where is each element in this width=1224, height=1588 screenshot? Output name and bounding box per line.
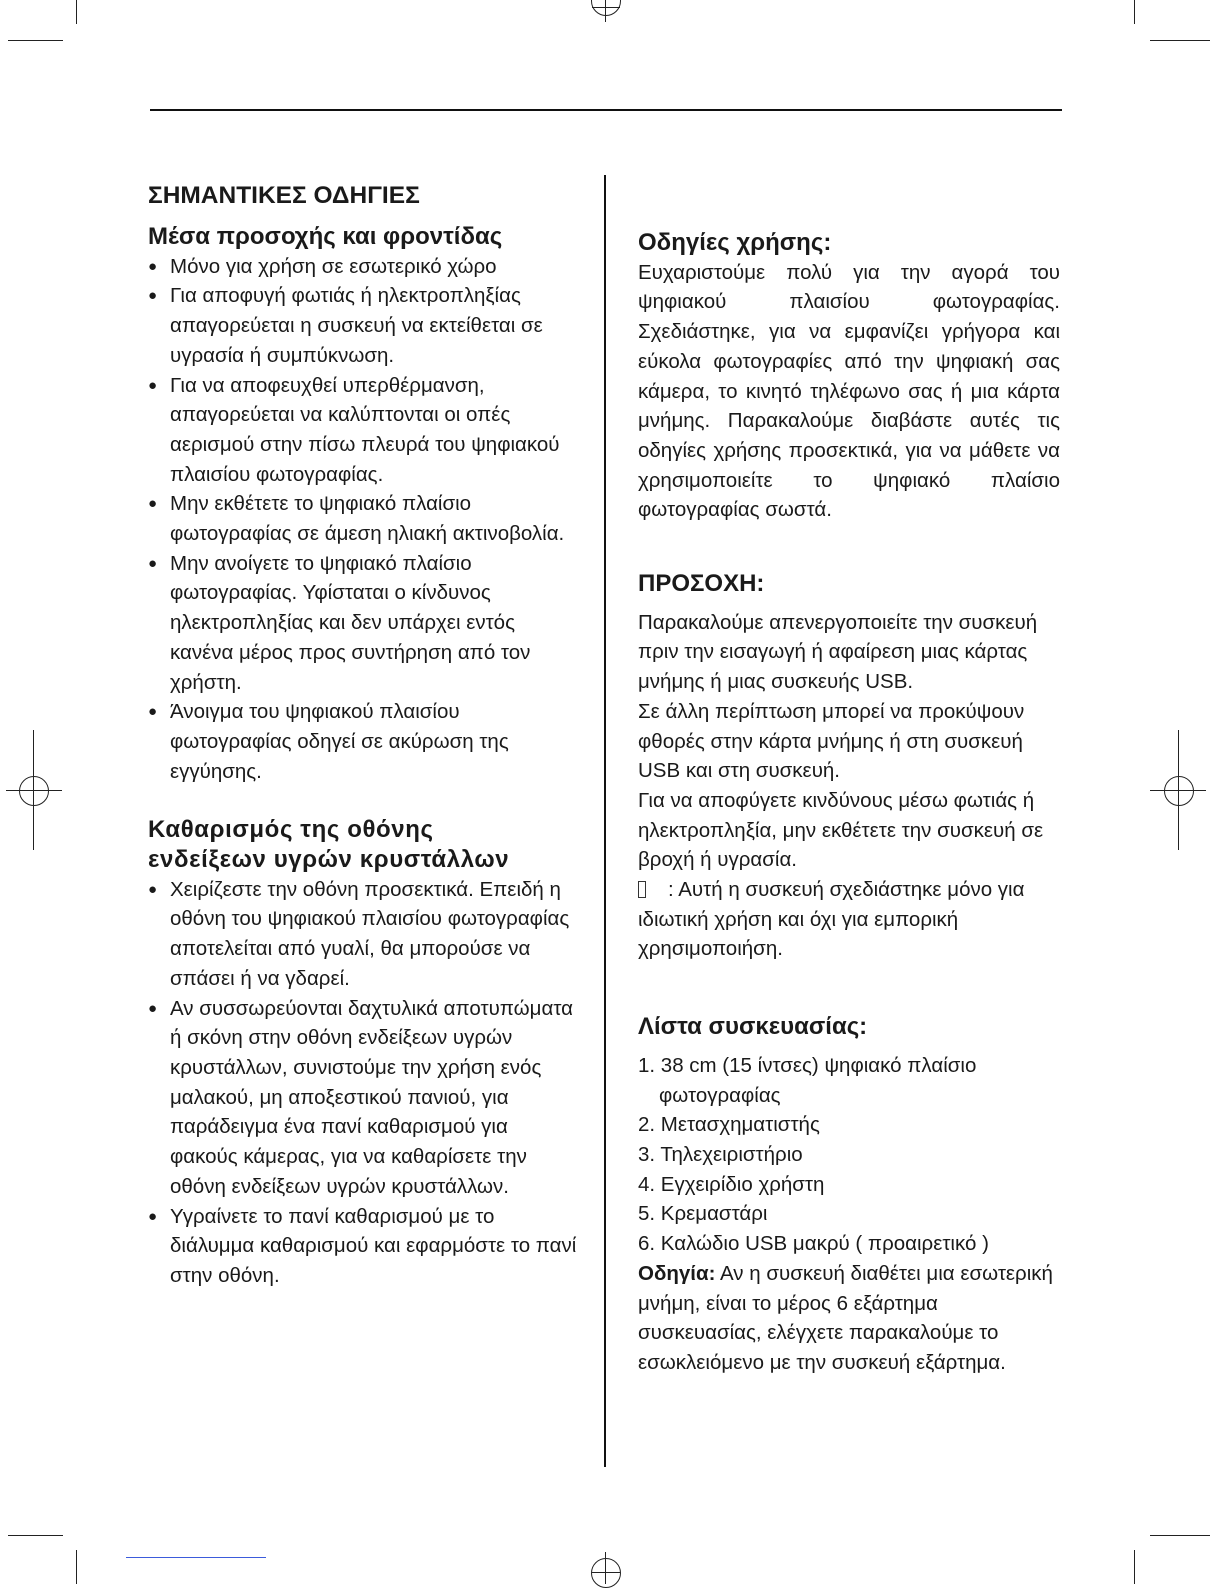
list-item: ● Άνοιγμα του ψηφιακού πλαισίου φωτογραφίας οδηγεί σε ακύρωση της εγγύησης.: [148, 697, 580, 786]
list-item: ● Μην εκθέτετε το ψηφιακό πλαίσιο φωτογραφίας σε άμεση ηλιακή ακτινοβολία.: [148, 489, 580, 548]
header-rule: [150, 109, 1062, 111]
list-item: ● Για αποφυγή φωτιάς ή ηλεκτροπληξίας απαγορεύεται η συσκευή να εκτείθεται σε υγρασία ή συμπύκνωση.: [148, 281, 580, 370]
placeholder-glyph-icon: [638, 881, 646, 898]
left-column: [148, 180, 580, 1291]
list-item: 5. Κρεμαστάρι: [638, 1202, 768, 1226]
caution-paragraph-3: Για να αποφύγετε κινδύνους μέσω φωτιάς ή ηλεκτροπληξία, μην εκθέτετε την συσκευή σε βροχή ή υγρασία.: [638, 788, 1044, 872]
packing-note-label: Οδηγία:: [638, 1261, 716, 1285]
cleaning-section-heading: [148, 815, 580, 874]
list-item: ● Για να αποφευχθεί υπερθέρμανση, απαγορεύεται να καλύπτονται οι οπές αερισμού στην πίσω πλευρά του ψηφιακού πλαισίου φωτογραφίας.: [148, 371, 580, 490]
list-item: 1. 38 cm (15 ίντσες) ψηφιακό πλαίσιο φωτογραφίας: [638, 1053, 977, 1107]
caution-paragraph-2: Σε άλλη περίπτωση μπορεί να προκύψουν φθορές στην κάρτα μνήμης ή στη συσκευή USB και στη συσκευή.: [638, 699, 1025, 783]
caution-paragraph-4: [638, 875, 1060, 964]
care-bullet-list: [148, 252, 580, 787]
care-section-heading: Μέσα προσοχής και φροντίδας: [148, 223, 503, 250]
packing-list-heading: Λίστα συσκευασίας:: [638, 1013, 868, 1041]
packing-note-text: Αν η συσκευή διαθέτει μια εσωτερική μνήμη, είναι το μέρος 6 εξάρτημα συσκευασίας, ελέγχετε παρακαλούμε το εσωκλειόμενο με την συσκευή εξάρτημα.: [638, 1261, 1053, 1374]
footer-line: [126, 1557, 266, 1558]
cleaning-heading-line2: ενδείξεων υγρών κρυστάλλων: [148, 846, 510, 874]
instructions-text: Ευχαριστούμε πολύ για την αγορά του ψηφιακού πλαισίου φωτογραφίας. Σχεδιάστηκε, για να εμφανίζει γρήγορα και εύκολα φωτογραφίες από την ψηφιακή σας κάμερα, το κινητό τηλέφωνο σας ή μια κάρτα μνήμης. Παρακαλούμε διαβάστε αυτές τις οδηγίες χρήσης προσεκτικά, για να μάθετε να χρησιμοποιείτε το ψηφιακό πλαίσιο φωτογραφίας σωστά.: [638, 260, 1060, 522]
list-item: ● Μην ανοίγετε το ψηφιακό πλαίσιο φωτογραφίας. Υφίσταται ο κίνδυνος ηλεκτροπληξίας και δεν υπάρχει εντός κανένα μέρος προς συντήρηση από τον χρήστη.: [148, 549, 580, 698]
caution-paragraph-1: Παρακαλούμε απενεργοποιείτε την συσκευή πριν την εισαγωγή ή αφαίρεση μιας κάρτας μνήμης ή μιας συσκευής USB.: [638, 610, 1038, 694]
list-item: 3. Τηλεχειριστήριο: [638, 1142, 803, 1166]
packing-note: [638, 1259, 1060, 1378]
list-item: ● Αν συσσωρεύονται δαχτυλικά αποτυπώματα ή σκόνη στην οθόνη ενδείξεων υγρών κρυστάλλων, συνιστούμε την χρήση ενός μαλακού, μη αποξεστικού πανιού, για παράδειγμα ένα πανί καθαρισμού για φακούς κάμερας, για να καθαρίσετε την οθόνη ενδείξεων υγρών κρυστάλλων.: [148, 994, 580, 1202]
list-item: ● Υγραίνετε το πανί καθαρισμού με το διάλυμμα καθαρισμού και εφαρμόστε το πανί στην οθόνη.: [148, 1202, 580, 1291]
list-item: 2. Μετασχηματιστής: [638, 1113, 820, 1137]
page-title: ΣΗΜΑΝΤΙΚΕΣ ΟΔΗΓΙΕΣ: [148, 182, 420, 209]
list-item: ● Χειρίζεστε την οθόνη προσεκτικά. Επειδή η οθόνη του ψηφιακού πλαισίου φωτογραφίας αποτελείται από γυαλί, θα μπορούσε να σπάσει ή να γδαρεί.: [148, 875, 580, 994]
list-item: 4. Εγχειρίδιο χρήστη: [638, 1172, 825, 1196]
right-column: [638, 228, 1060, 1378]
caution-heading: ΠΡΟΣΟΧΗ:: [638, 570, 765, 598]
caution-paragraph-4-text: : Αυτή η συσκευή σχεδιάστηκε μόνο για ιδιωτική χρήση και όχι για εμπορική χρησιμοποιήση.: [638, 878, 1025, 961]
column-divider: [604, 175, 606, 1467]
cleaning-heading-line1: Καθαρισμός της οθόνης: [148, 816, 434, 844]
list-item: 6. Καλώδιο USB μακρύ ( προαιρετικό ): [638, 1232, 989, 1256]
cleaning-bullet-list: [148, 875, 580, 1291]
packing-list: [638, 1051, 1060, 1259]
instructions-heading: Οδηγίες χρήσης:: [638, 229, 832, 256]
list-item: ● Μόνο για χρήση σε εσωτερικό χώρο: [148, 252, 580, 282]
